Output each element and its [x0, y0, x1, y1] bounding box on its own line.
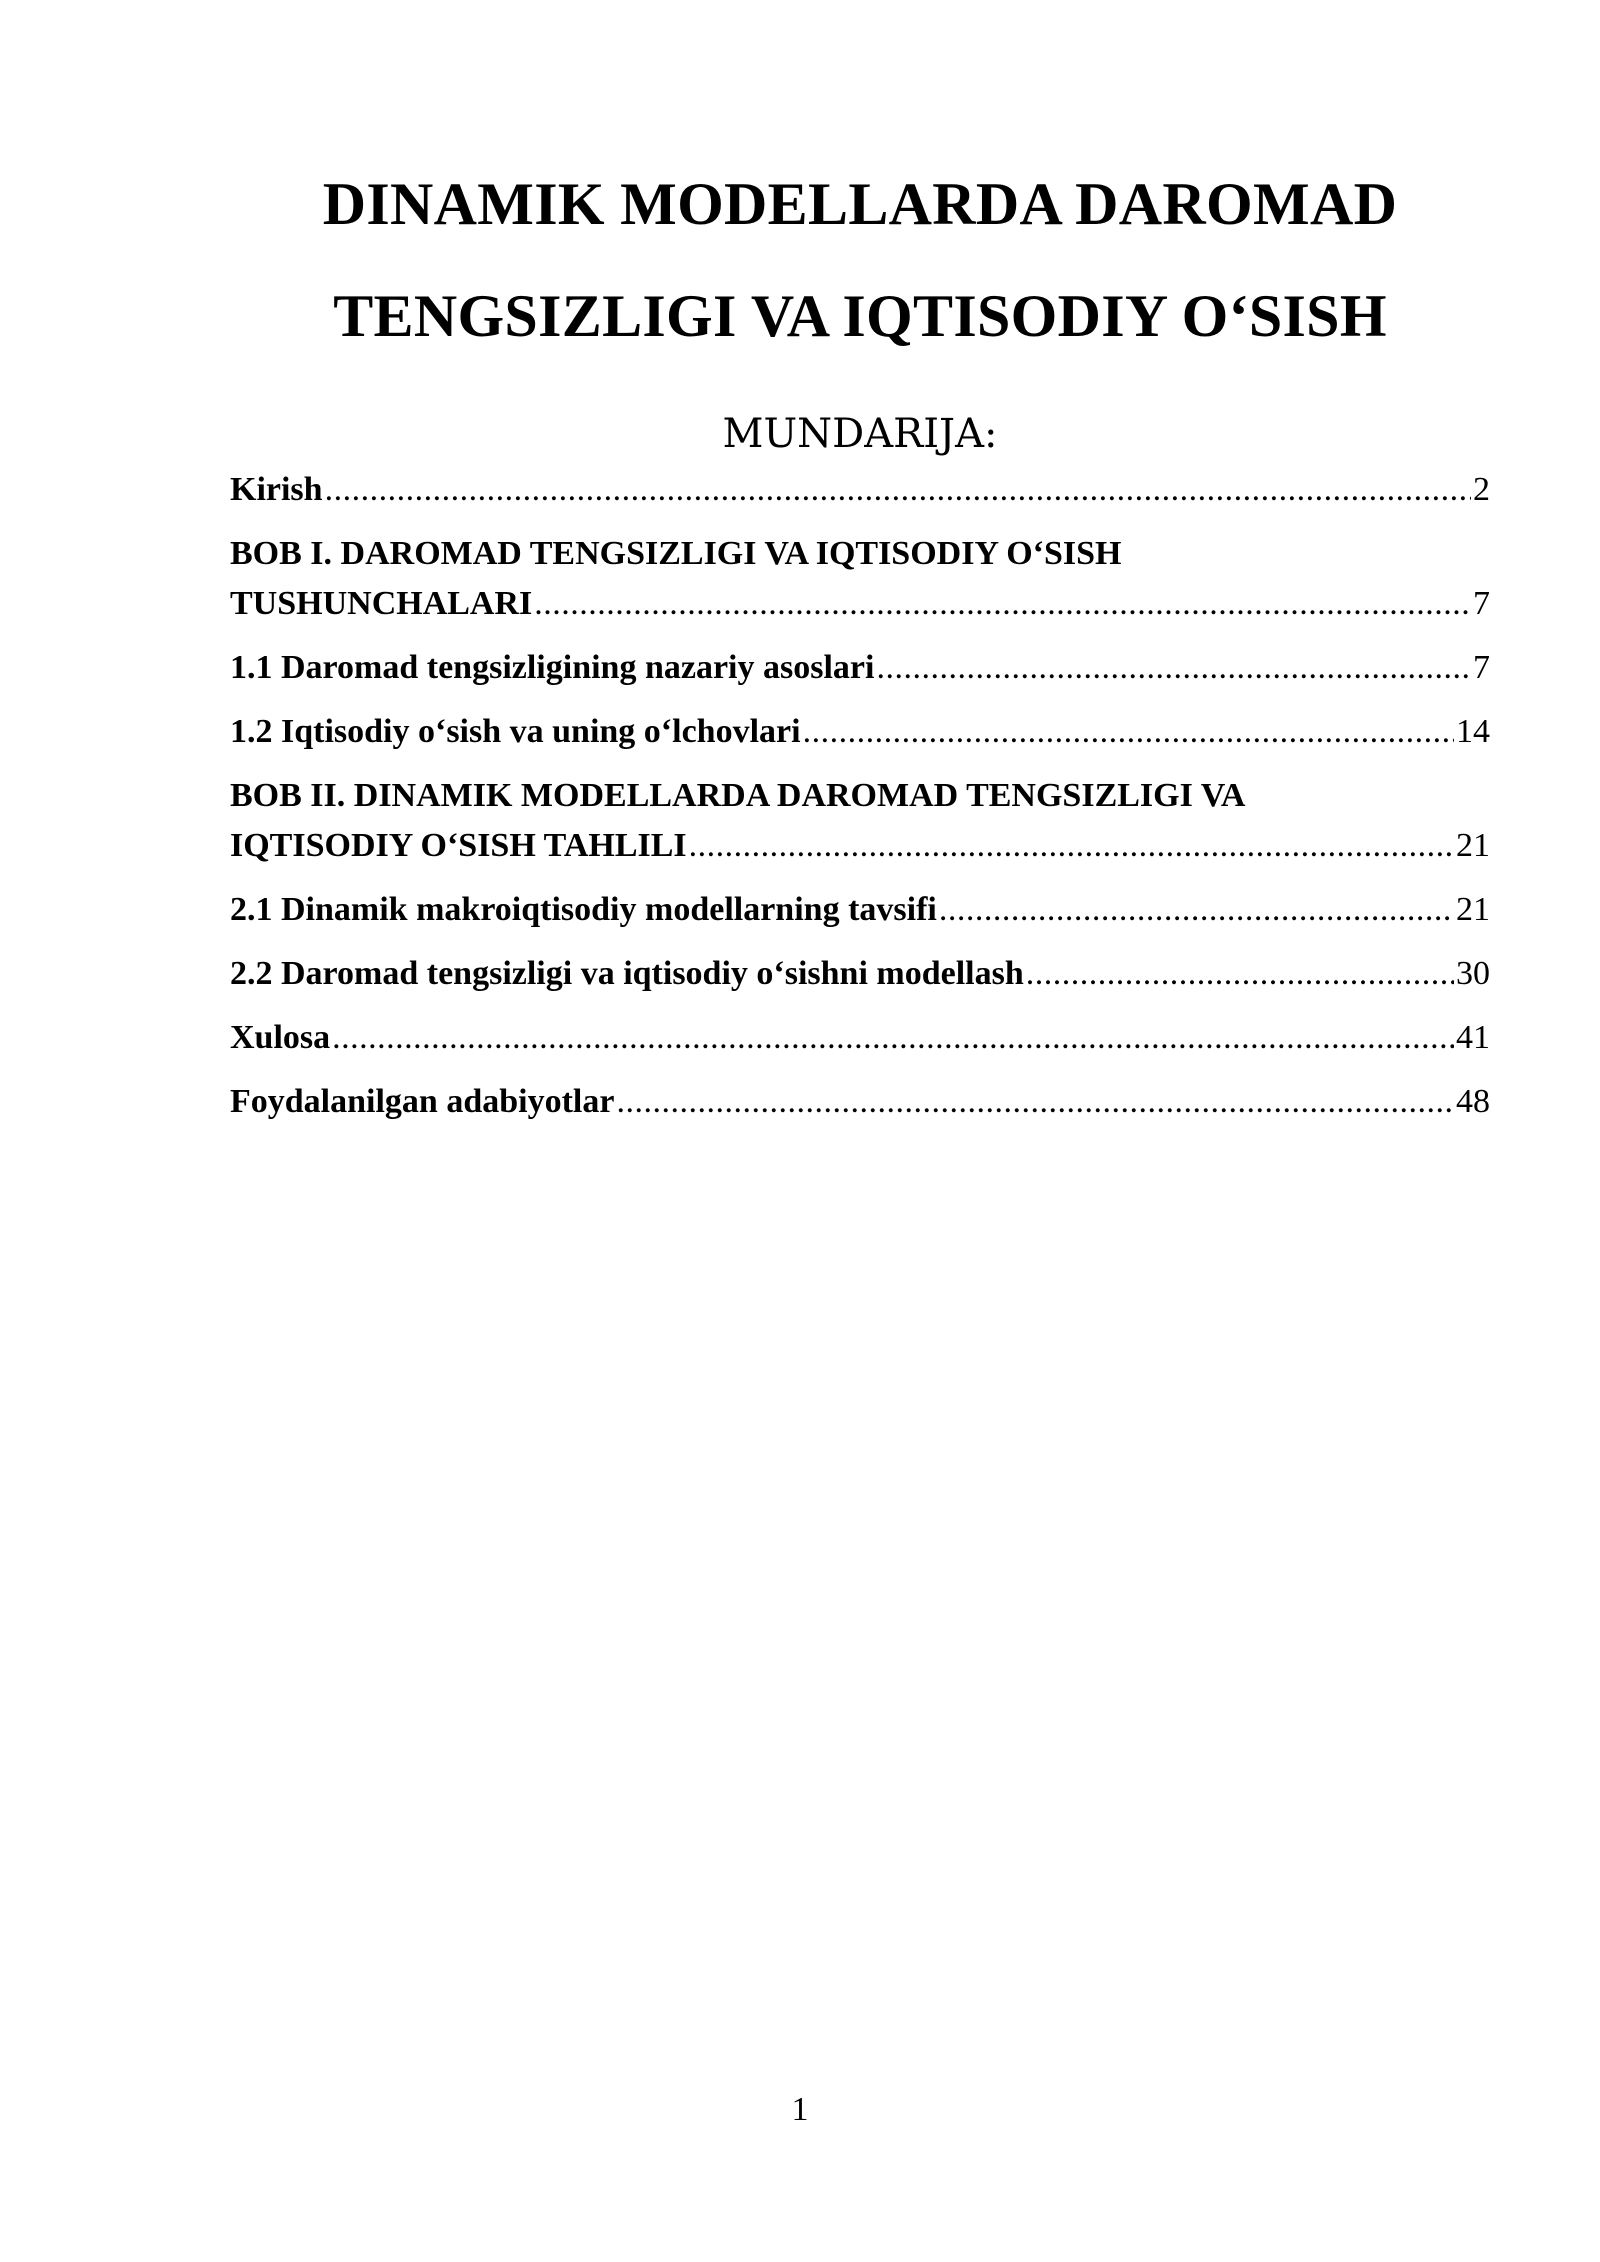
title-line-2: TENGSIZLIGI VA IQTISODIY O‘SISH	[333, 283, 1387, 349]
toc-entry-row	[230, 707, 1490, 757]
toc-dot-leader	[332, 1013, 1454, 1063]
toc-entry-label: Xulosa	[230, 1019, 331, 1056]
toc-dot-leader	[876, 643, 1471, 693]
title-line-1: DINAMIK MODELLARDA DAROMAD	[322, 171, 1398, 237]
toc-entry-page: 48	[1456, 1083, 1490, 1120]
toc-entry-bob-2[interactable]	[230, 771, 1490, 871]
toc-dot-leader	[1026, 949, 1454, 999]
toc-entry-page: 30	[1456, 955, 1490, 992]
toc-dot-leader	[616, 1077, 1454, 1127]
toc-dot-leader	[689, 821, 1454, 871]
toc-entry-adabiyotlar[interactable]	[230, 1077, 1490, 1127]
toc-entry-2-1[interactable]	[230, 885, 1490, 935]
toc-entry-row	[230, 1077, 1490, 1127]
toc-entry-label: 2.1 Dinamik makroiqtisodiy modellarning tavsifi	[230, 891, 937, 928]
toc-entry-label: TUSHUNCHALARI	[230, 585, 533, 622]
toc-dot-leader	[325, 465, 1471, 515]
toc-entry-row	[230, 885, 1490, 935]
toc-entry-row	[230, 1013, 1490, 1063]
toc-heading: MUNDARIJA:	[722, 411, 998, 457]
toc-entry-row	[230, 465, 1490, 515]
toc-dot-leader	[939, 885, 1454, 935]
toc-entry-row	[230, 643, 1490, 693]
page-number: 1	[791, 2091, 809, 2128]
toc-entry-page: 21	[1456, 891, 1490, 928]
document-title	[230, 148, 1490, 372]
toc-entry-label: 1.2 Iqtisodiy o‘sish va uning o‘lchovlari	[230, 713, 801, 750]
table-of-contents	[230, 465, 1490, 1127]
toc-entry-xulosa[interactable]	[230, 1013, 1490, 1063]
toc-entry-row	[230, 949, 1490, 999]
toc-entry-bob-1[interactable]	[230, 529, 1490, 629]
toc-entry-page: 21	[1456, 827, 1490, 864]
toc-entry-page: 41	[1456, 1019, 1490, 1056]
toc-entry-page: 7	[1473, 585, 1490, 622]
toc-dot-leader	[803, 707, 1454, 757]
toc-entry-label: 1.1 Daromad tengsizligining nazariy asoslari	[230, 649, 875, 686]
toc-entry-page: 14	[1456, 713, 1490, 750]
toc-entry-2-2[interactable]	[230, 949, 1490, 999]
toc-entry-label: IQTISODIY O‘SISH TAHLILI	[230, 827, 687, 864]
toc-entry-row	[230, 821, 1490, 871]
toc-entry-label: Kirish	[230, 471, 323, 508]
toc-entry-1-2[interactable]	[230, 707, 1490, 757]
toc-entry-label-line-1: BOB II. DINAMIK MODELLARDA DAROMAD TENGSIZLIGI VA	[230, 777, 1246, 814]
toc-entry-label: Foydalanilgan adabiyotlar	[230, 1083, 615, 1120]
toc-entry-page: 2	[1473, 471, 1490, 508]
toc-entry-row	[230, 579, 1490, 629]
toc-entry-label-line-1: BOB I. DAROMAD TENGSIZLIGI VA IQTISODIY O‘SISH	[230, 535, 1122, 572]
toc-entry-label: 2.2 Daromad tengsizligi va iqtisodiy o‘sishni modellash	[230, 955, 1024, 992]
toc-dot-leader	[534, 579, 1471, 629]
toc-entry-kirish[interactable]	[230, 465, 1490, 515]
toc-entry-page: 7	[1473, 649, 1490, 686]
toc-entry-1-1[interactable]	[230, 643, 1490, 693]
